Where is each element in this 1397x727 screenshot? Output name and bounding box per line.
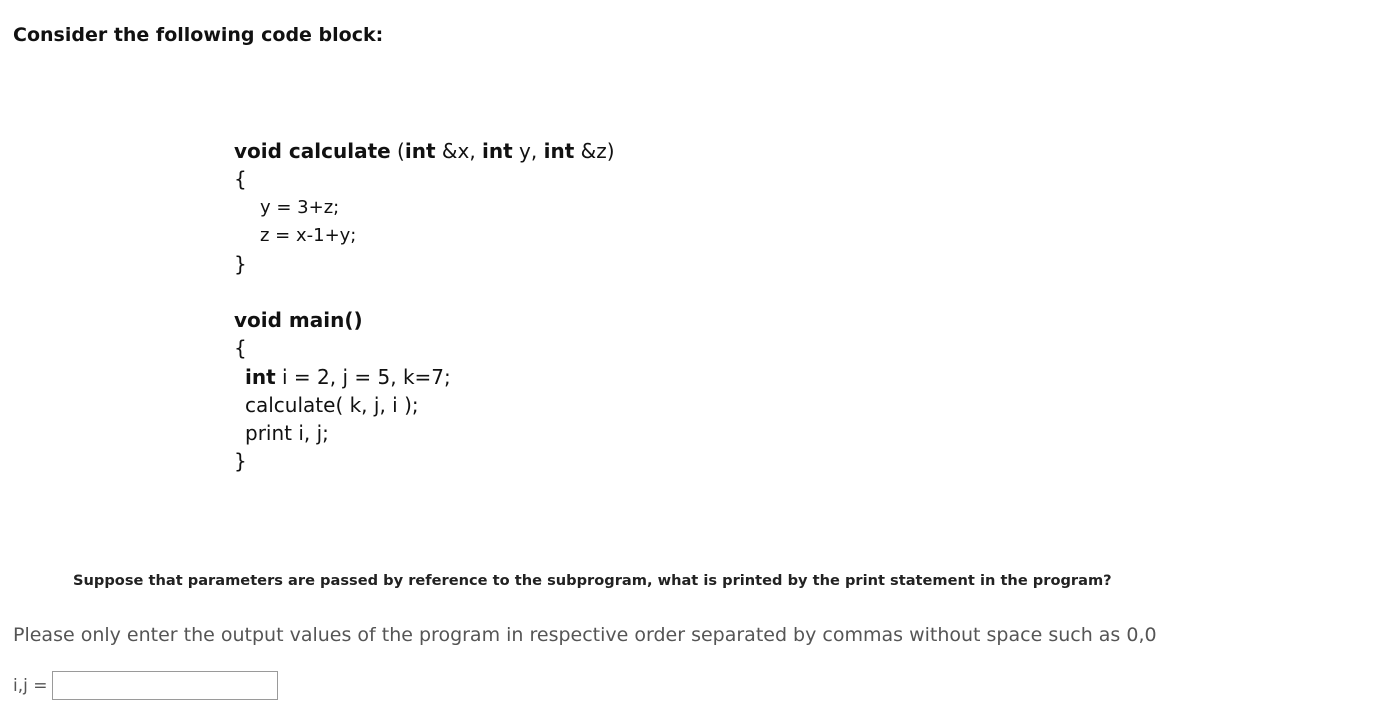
answer-row (13, 671, 278, 700)
var-declaration: i = 2, j = 5, k=7; (275, 365, 451, 389)
question-text: Suppose that parameters are passed by reference to the subprogram, what is printed by the print statement in the program? (73, 572, 1112, 589)
code-line: calculate( k, j, i ); (245, 393, 419, 417)
param-y: y, (512, 139, 544, 163)
signature-paren: ( (390, 139, 405, 163)
int-keyword: int (245, 365, 276, 389)
param-x: &x, (435, 139, 483, 163)
int-keyword: int (482, 139, 513, 163)
main-signature (234, 306, 363, 334)
param-z: &z) (574, 139, 615, 163)
code-line: z = x-1+y; (260, 225, 357, 246)
open-brace: { (234, 167, 247, 191)
question-heading: Consider the following code block: (13, 24, 384, 46)
code-line (245, 363, 451, 391)
close-brace: } (234, 449, 247, 473)
answer-input[interactable] (52, 671, 278, 700)
answer-instructions: Please only enter the output values of the program in respective order separated by commas without space such as 0,0 (13, 624, 1157, 646)
int-keyword: int (404, 139, 436, 163)
calculate-keyword: void calculate (234, 139, 391, 163)
close-brace: } (234, 252, 247, 276)
code-line: print i, j; (245, 421, 329, 445)
answer-label: i,j = (13, 675, 48, 696)
calculate-signature (234, 137, 615, 165)
main-keyword: void main() (234, 308, 363, 332)
code-line: y = 3+z; (260, 197, 340, 218)
int-keyword: int (543, 139, 575, 163)
open-brace: { (234, 336, 247, 360)
